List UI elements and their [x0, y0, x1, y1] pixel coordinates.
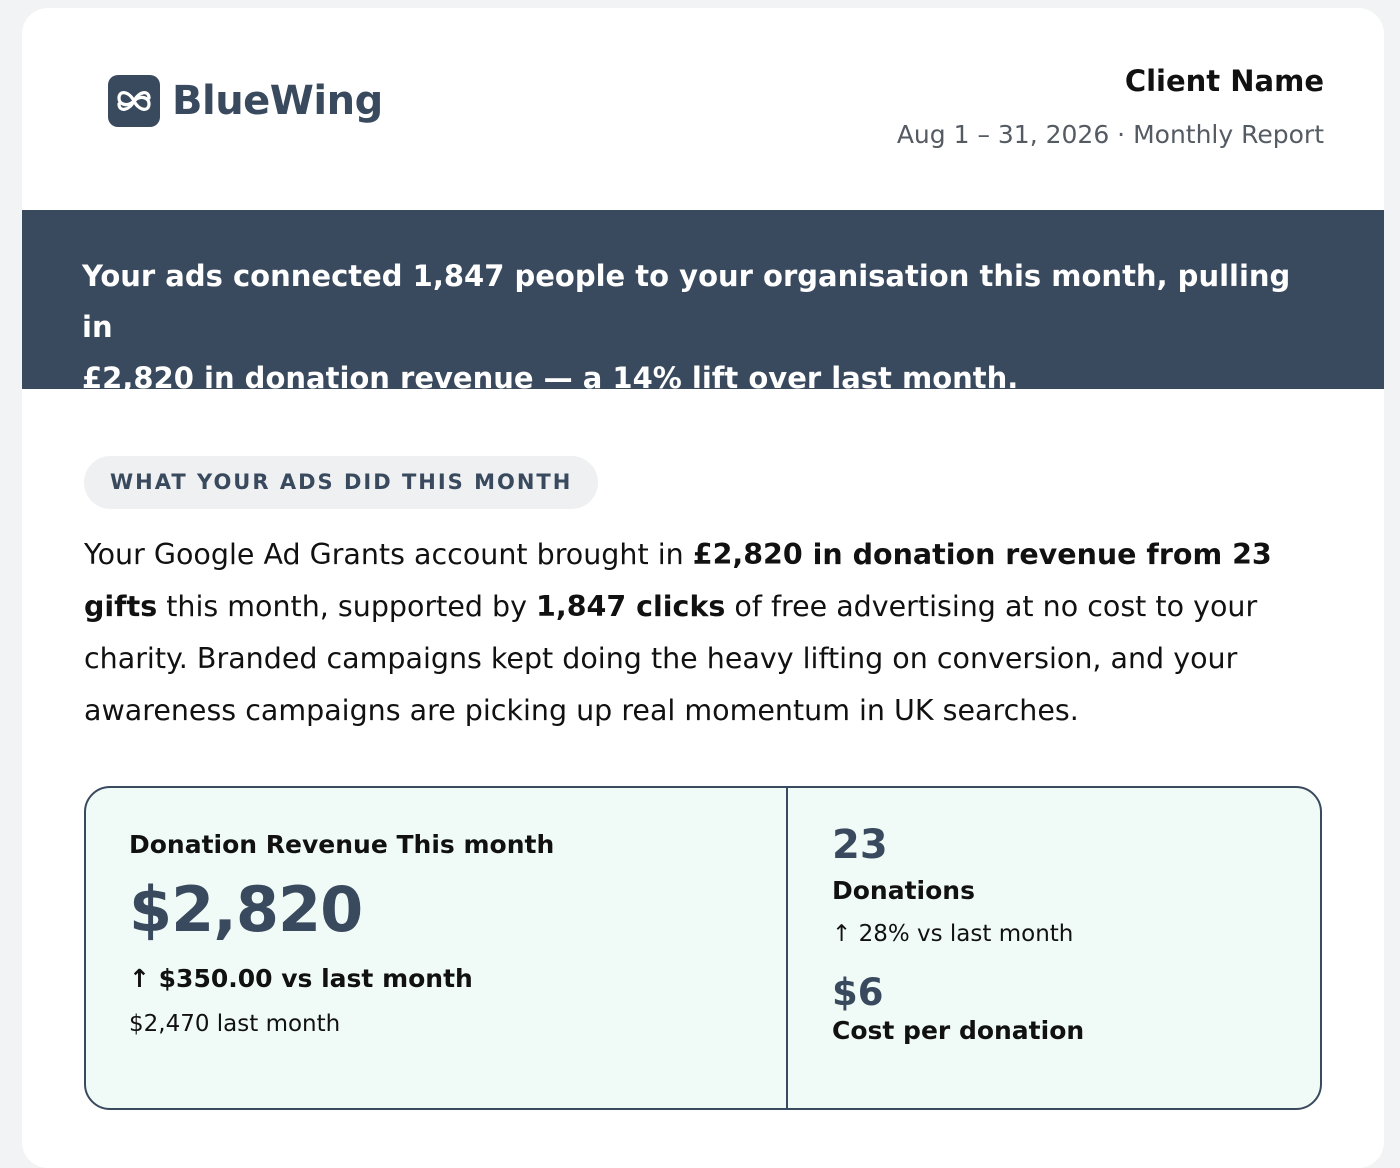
cost-value: $6	[832, 971, 884, 1014]
donations-value: 23	[832, 822, 888, 868]
banner-line-2: £2,820 in donation revenue — a 14% lift over last month.	[82, 361, 1019, 395]
summary-bold-clicks: 1,847 clicks	[536, 590, 726, 623]
summary-paragraph	[84, 529, 1299, 737]
banner-line-1: Your ads connected 1,847 people to your organisation this month, pulling in	[82, 259, 1291, 344]
summary-bold-revenue: £2,820 in donation revenue from 23 gifts	[84, 538, 1272, 623]
summary-text-2: this month, supported by	[157, 590, 537, 623]
metrics-box	[84, 786, 1322, 1110]
revenue-metric	[86, 788, 788, 1108]
client-name: Client Name	[1124, 64, 1324, 98]
brand-name: BlueWing	[172, 78, 383, 124]
donations-change: ↑ 28% vs last month	[832, 921, 1074, 947]
revenue-change: ↑ $350.00 vs last month	[129, 964, 473, 993]
brand-logo	[108, 75, 383, 127]
report-card	[22, 8, 1384, 1168]
revenue-label: Donation Revenue This month	[129, 830, 555, 859]
client-info	[897, 64, 1324, 149]
secondary-metrics	[788, 788, 1320, 1108]
infinity-butterfly-icon	[108, 75, 160, 127]
summary-text-1: Your Google Ad Grants account brought in	[84, 538, 693, 571]
summary-text-3: of free advertising at no cost to your charity. Branded campaigns kept doing the heavy lifting on conversion, and your awareness campaigns are picking up real momentum in UK searches.	[84, 590, 1258, 727]
revenue-previous: $2,470 last month	[129, 1011, 341, 1037]
donations-label: Donations	[832, 876, 975, 905]
report-header	[22, 8, 1384, 210]
report-date-range: Aug 1 – 31, 2026	[896, 120, 1110, 149]
section-pill: WHAT YOUR ADS DID THIS MONTH	[84, 456, 598, 509]
cost-label: Cost per donation	[832, 1016, 1085, 1045]
headline-banner	[22, 210, 1384, 395]
summary-section	[84, 456, 1324, 737]
report-period	[897, 120, 1324, 149]
separator-dot: ·	[1117, 120, 1126, 149]
report-type: Monthly Report	[1133, 120, 1324, 149]
revenue-value: $2,820	[129, 873, 363, 946]
